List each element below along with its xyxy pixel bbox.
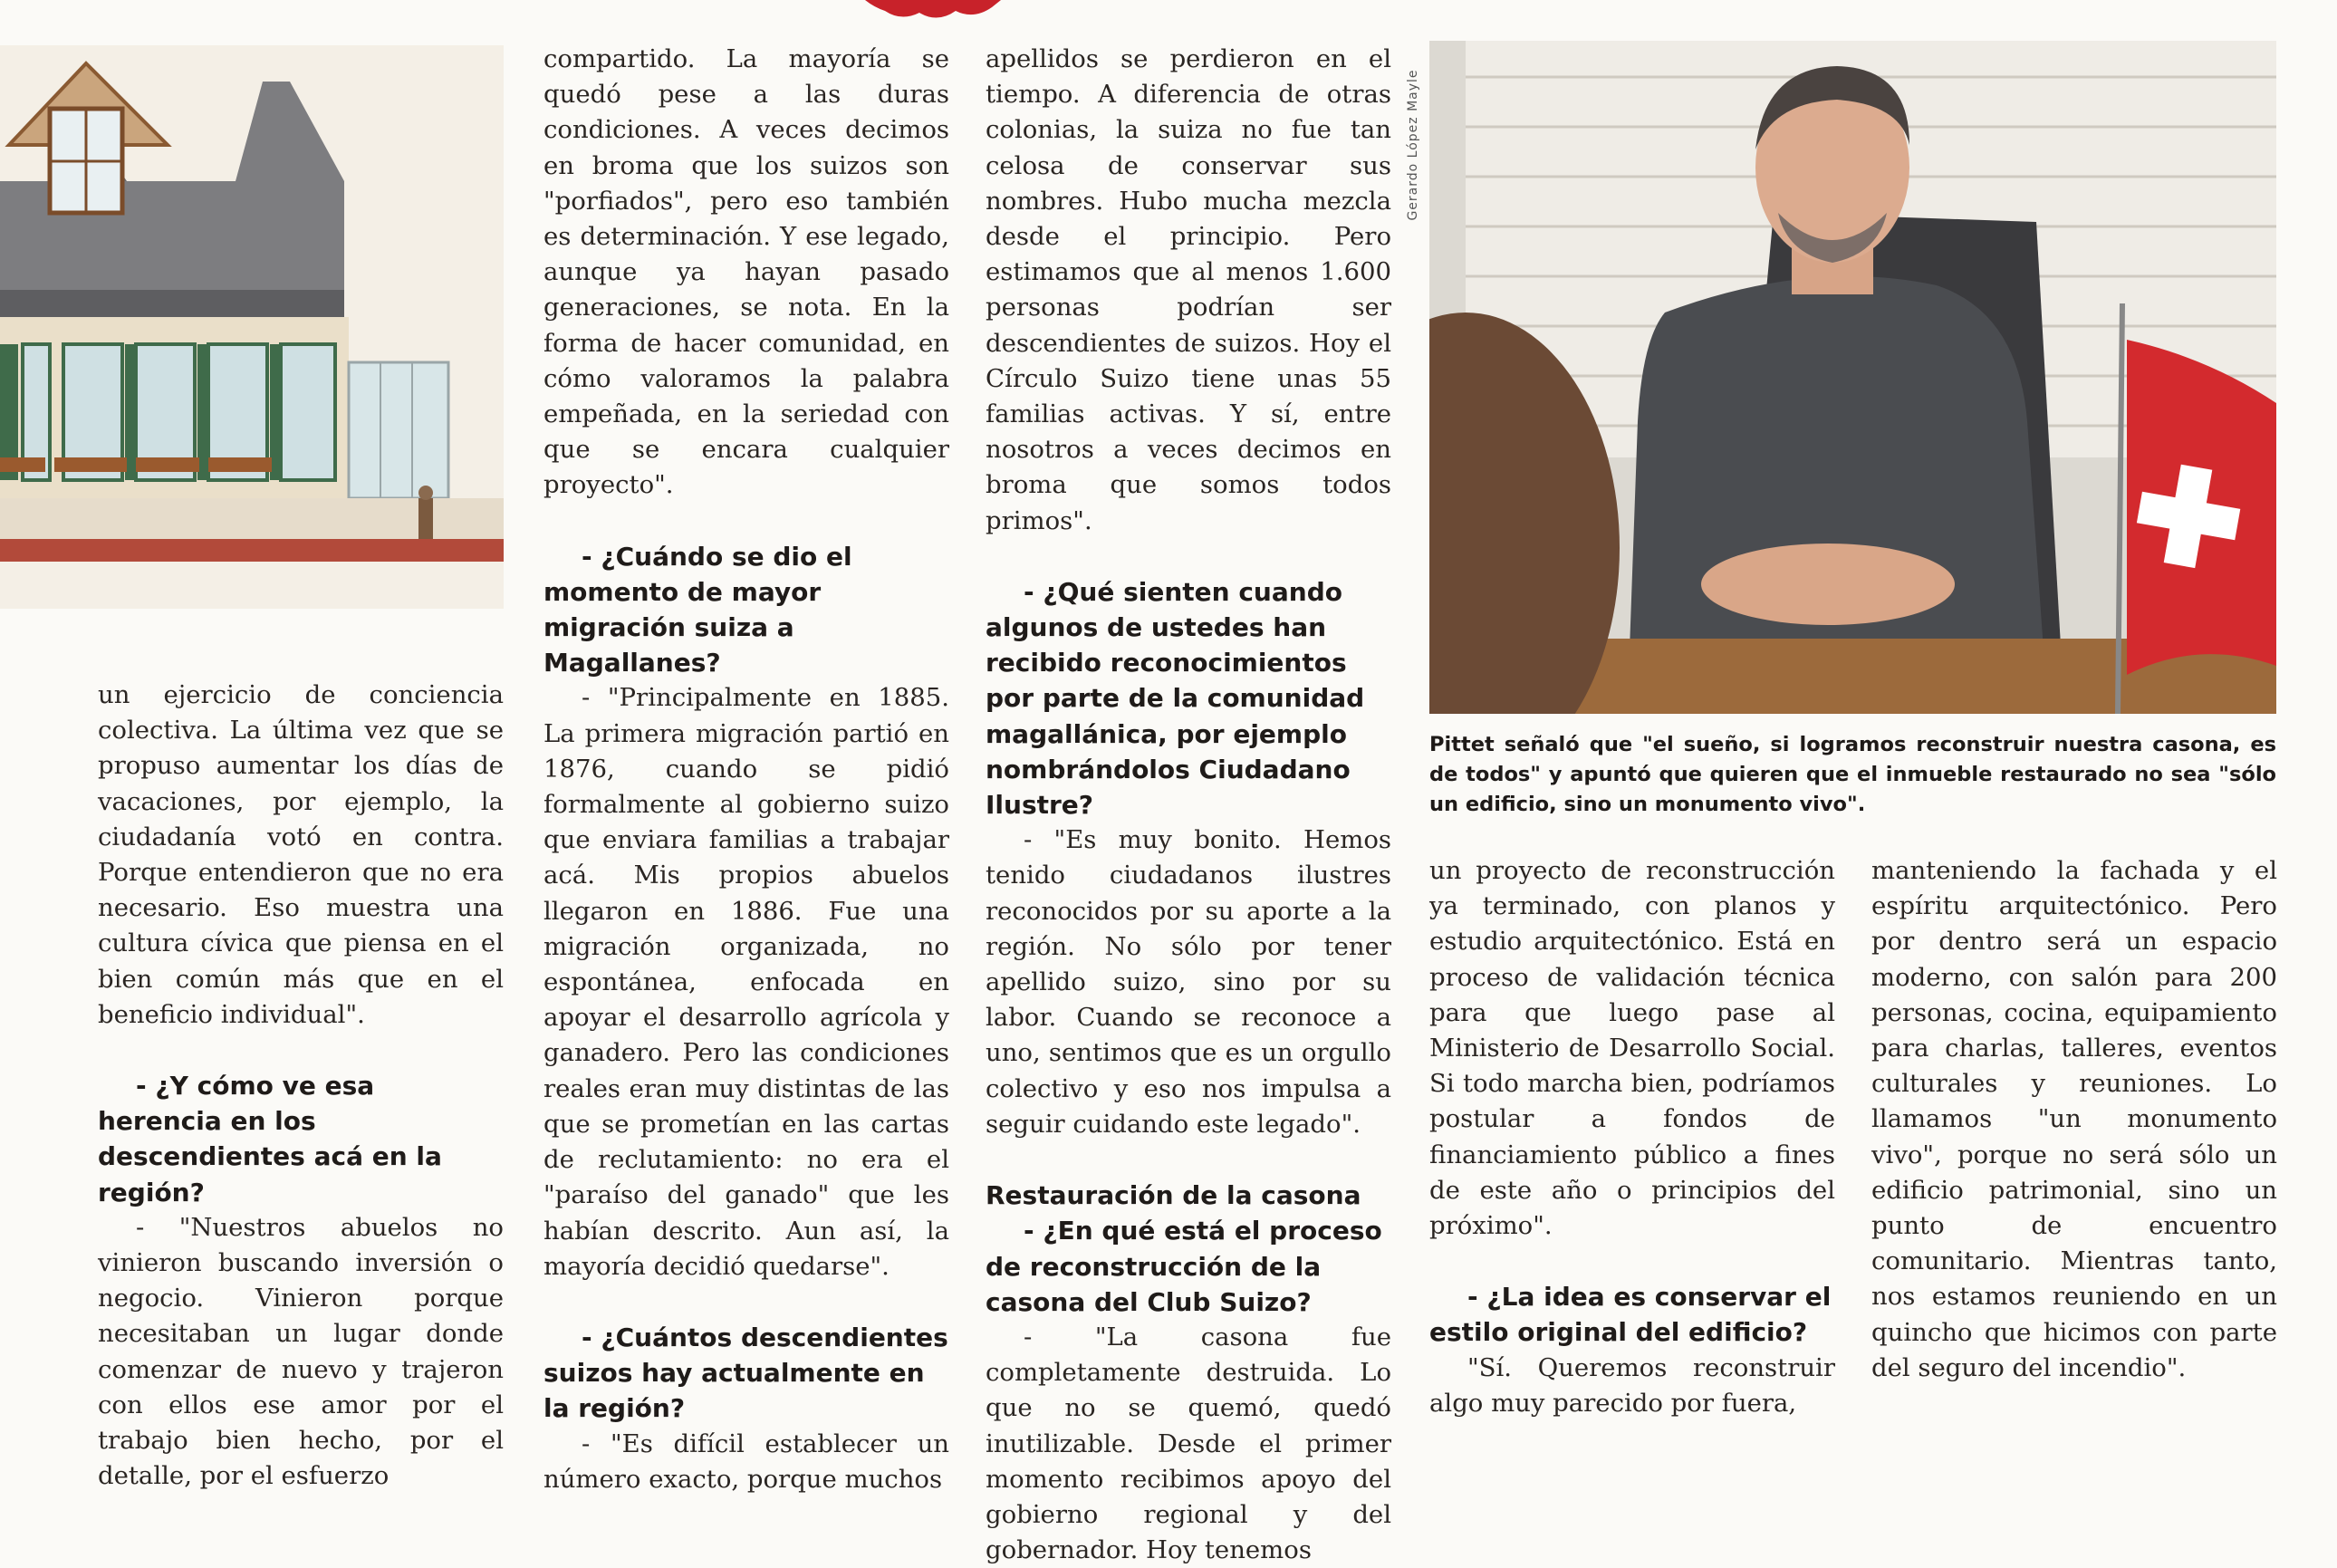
answer: - "Es difícil establecer un número exacto, porque muchos — [543, 1429, 949, 1494]
question: - ¿Cuántos descendientes suizos hay actualmente en la región? — [543, 1322, 948, 1424]
casona-architectural-drawing — [0, 45, 504, 609]
answer: "Sí. Queremos reconstruir algo muy parecido por fuera, — [1429, 1352, 1835, 1418]
section-subheading: Restauración de la casona — [986, 1180, 1361, 1211]
paragraph: un proyecto de reconstrucción ya terminado, con planos y estudio arquitectónico. Está en proceso de validación técnica para que luego pase al Ministerio de Desarrollo Social. Si todo marcha bien, podríamos postular a fondos de financiamiento público a fines de este año o principios del próximo". — [1429, 856, 1835, 1241]
interview-photo — [1429, 41, 2276, 714]
question: - ¿Y cómo ve esa herencia en los descendientes acá en la región? — [98, 1071, 442, 1207]
question: - ¿Qué sienten cuando algunos de ustedes han recibido reconocimientos por parte de la comunidad magallánica, por ejemplo nombrándolos Ciudadano Ilustre? — [986, 576, 1365, 821]
paragraph: compartido. La mayoría se quedó pese a las duras condiciones. A veces decimos en broma que los suizos son "porfiados", pero eso también es determinación. Y ese legado, aunque ya hayan pasado generaciones, se nota. En la forma de hacer comunidad, en cómo valoramos la palabra empeñada, en la seriedad con que se encara cualquier proyecto". — [543, 44, 949, 500]
column-5 — [1871, 853, 2277, 1386]
answer: - "Es muy bonito. Hemos tenido ciudadanos ilustres reconocidos por su aporte a la región. No sólo por tener apellido suizo, sino por su labor. Cuando se reconoce a uno, sentimos que es un orgullo colectivo y eso nos impulsa a seguir cuidando este legado". — [986, 825, 1391, 1139]
column-2 — [543, 42, 949, 1497]
answer: - "Principalmente en 1885. La primera migración partió en 1876, cuando se pidió formalmente al gobierno suizo que enviara familias a trabajar acá. Mis propios abuelos llegaron en 1886. Fue una migración organizada, no espontánea, enfocada en apoyar el desarrollo agrícola y ganadero. Pero las condiciones reales eran muy distintas de las que se prometían en las cartas de reclutamiento: no era el "paraíso del ganado" que les habían descrito. Aun así, la mayoría decidió quedarse". — [543, 683, 949, 1281]
column-1 — [98, 678, 504, 1494]
column-4 — [1429, 853, 1835, 1421]
answer: - "Nuestros abuelos no vinieron buscando inversión o negocio. Vinieron porque necesitaban un lugar donde comenzar de nuevo y trajeron con ellos ese amor por el trabajo bien hecho, por el detalle, por el esfuerzo — [98, 1212, 504, 1491]
question: - ¿En qué está el proceso de reconstrucción de la casona del Club Suizo? — [986, 1216, 1382, 1317]
answer: - "La casona fue completamente destruida. Lo que no se quemó, quedó inutilizable. Desde el primer momento recibimos apoyo del gobierno regional y del gobernador. Hoy tenemos — [986, 1322, 1391, 1565]
paragraph: apellidos se perdieron en el tiempo. A diferencia de otras colonias, la suiza no fue tan celosa de conservar sus nombres. Hubo mucha mezcla desde el principio. Pero estimamos que al menos 1.600 personas podrían ser descendientes de suizos. Hoy el Círculo Suizo tiene unas 55 familias activas. Y sí, entre nosotros a veces decimos en broma que somos todos primos". — [986, 44, 1391, 535]
paragraph: manteniendo la fachada y el espíritu arquitectónico. Pero por dentro será un espacio moderno, con salón para 200 personas, cocina, equipamiento para charlas, talleres, eventos culturales y reuniones. Lo llamamos "un monumento vivo", porque no será sólo un edificio patrimonial, sino un punto de encuentro comunitario. Mientras tanto, nos estamos reuniendo en un quincho que hicimos con parte del seguro del incendio". — [1871, 856, 2277, 1382]
question: - ¿La idea es conservar el estilo original del edificio? — [1429, 1282, 1832, 1348]
photo-caption: Pittet señaló que "el sueño, si logramos reconstruir nuestra casona, es de todos" y apuntó que quieren que el inmueble restaurado no sea "sólo un edificio, sino un monumento vivo". — [1429, 733, 2276, 816]
red-ink-mark — [865, 0, 1001, 24]
question: - ¿Cuándo se dio el momento de mayor migración suiza a Magallanes? — [543, 541, 852, 678]
photo-credit: Gerardo López Mayle — [1406, 69, 1420, 221]
paragraph: un ejercicio de conciencia colectiva. La última vez que se propuso aumentar los días de vacaciones, por ejemplo, la ciudadanía votó en contra. Porque entendieron que no era necesario. Eso muestra una cultura cívica que piensa en el bien común más que en el beneficio individual". — [98, 680, 504, 1029]
column-3 — [986, 42, 1391, 1568]
